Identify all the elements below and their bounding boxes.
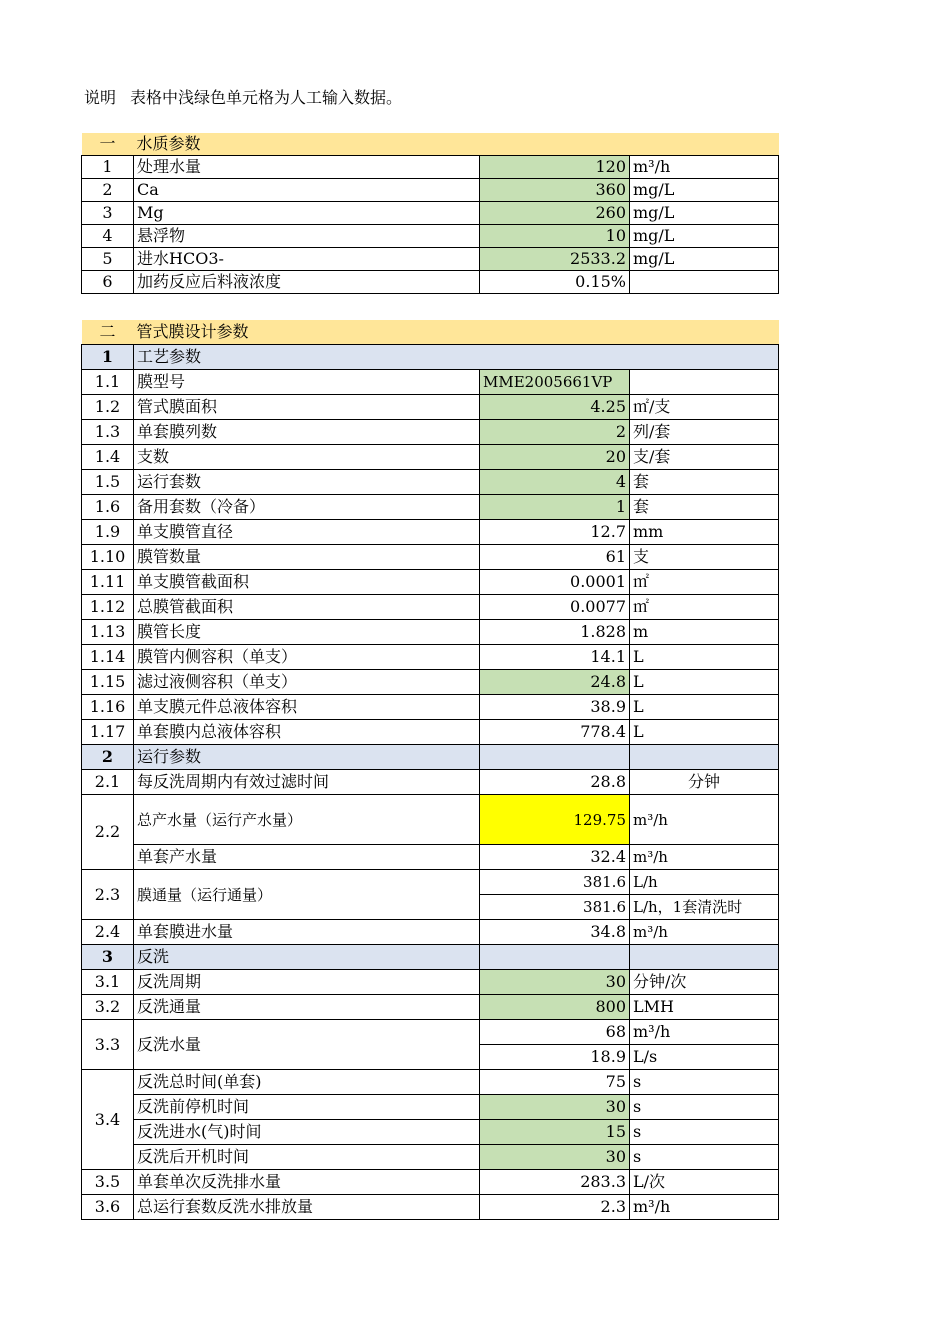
value-cell: 283.3 (480, 1170, 630, 1195)
table-row (82, 179, 779, 202)
param-name: 总膜管截面积 (134, 595, 480, 620)
row-number: 2 (82, 179, 134, 202)
section-title: 水质参数 (134, 133, 779, 156)
param-name: 单套产水量 (134, 845, 480, 870)
input-cell[interactable]: 30 (480, 1145, 630, 1170)
value-cell: 0.0077 (480, 595, 630, 620)
unit-cell: m³/h (630, 1020, 779, 1045)
note-label: 说明 (84, 88, 117, 107)
subsection-number: 3 (82, 945, 134, 970)
unit-cell (630, 271, 779, 294)
row-number: 1.4 (82, 445, 134, 470)
input-cell[interactable]: 120 (480, 156, 630, 179)
value-cell: 778.4 (480, 720, 630, 745)
table-row (82, 225, 779, 248)
param-name: 单套单次反洗排水量 (134, 1170, 480, 1195)
row-number: 1.16 (82, 695, 134, 720)
value-cell: 0.15% (480, 271, 630, 294)
unit-cell: mg/L (630, 202, 779, 225)
value-cell: 28.8 (480, 770, 630, 795)
table-row (82, 445, 779, 470)
unit-cell: s (630, 1070, 779, 1095)
unit-cell: m³/h (630, 920, 779, 945)
row-number: 1.2 (82, 395, 134, 420)
param-name: 滤过液侧容积（单支） (134, 670, 480, 695)
value-cell: 2.3 (480, 1195, 630, 1220)
value-cell: 381.6 (480, 870, 630, 895)
param-name: 单套膜内总液体容积 (134, 720, 480, 745)
empty-cell (630, 745, 779, 770)
param-name: 反洗总时间(单套) (134, 1070, 480, 1095)
unit-cell: 套 (630, 470, 779, 495)
instruction-note (84, 85, 416, 108)
param-name: 每反洗周期内有效过滤时间 (134, 770, 480, 795)
table-row (82, 156, 779, 179)
value-cell: 75 (480, 1070, 630, 1095)
table-row (82, 495, 779, 520)
row-number: 1.15 (82, 670, 134, 695)
table-row (82, 595, 779, 620)
table-row (82, 1020, 779, 1045)
input-cell[interactable]: 1 (480, 495, 630, 520)
table-row (82, 248, 779, 271)
param-name: Mg (134, 202, 480, 225)
unit-cell: m³/h (630, 156, 779, 179)
row-number: 1.9 (82, 520, 134, 545)
unit-cell: 列/套 (630, 420, 779, 445)
row-number: 3.4 (82, 1070, 134, 1170)
param-name: 悬浮物 (134, 225, 480, 248)
row-number: 1.11 (82, 570, 134, 595)
highlight-value-cell: 129.75 (480, 795, 630, 845)
section-number: 一 (82, 133, 134, 156)
value-cell: 34.8 (480, 920, 630, 945)
unit-cell: L/s (630, 1045, 779, 1070)
unit-cell: ㎡ (630, 595, 779, 620)
param-name: 膜型号 (134, 370, 480, 395)
note-text: 表格中浅绿色单元格为人工输入数据。 (130, 88, 403, 107)
table-row (82, 770, 779, 795)
table-row (82, 420, 779, 445)
unit-cell: m (630, 620, 779, 645)
unit-cell: 套 (630, 495, 779, 520)
value-cell: 32.4 (480, 845, 630, 870)
empty-cell (480, 745, 630, 770)
param-name: 单支膜管直径 (134, 520, 480, 545)
value-cell: 18.9 (480, 1045, 630, 1070)
param-name: 反洗周期 (134, 970, 480, 995)
unit-cell: m³/h (630, 845, 779, 870)
param-name: 运行套数 (134, 470, 480, 495)
input-cell[interactable]: MME2005661VP (480, 370, 630, 395)
row-number: 1.14 (82, 645, 134, 670)
table-row (82, 395, 779, 420)
row-number: 5 (82, 248, 134, 271)
subsection-row (82, 345, 779, 370)
input-cell[interactable]: 4.25 (480, 395, 630, 420)
table-row (82, 695, 779, 720)
unit-cell: L (630, 645, 779, 670)
input-cell[interactable]: 20 (480, 445, 630, 470)
table-row (82, 1095, 779, 1120)
unit-cell: mg/L (630, 248, 779, 271)
table-row (82, 570, 779, 595)
row-number: 3 (82, 202, 134, 225)
param-name: 单套膜列数 (134, 420, 480, 445)
table-row (82, 670, 779, 695)
row-number: 3.6 (82, 1195, 134, 1220)
row-number: 3.5 (82, 1170, 134, 1195)
param-name: Ca (134, 179, 480, 202)
param-name: 膜通量（运行通量） (134, 870, 480, 920)
unit-cell: LMH (630, 995, 779, 1020)
row-number: 1.6 (82, 495, 134, 520)
param-name: 总产水量（运行产水量） (134, 795, 480, 845)
unit-cell: 支 (630, 545, 779, 570)
table-row (82, 795, 779, 845)
row-number: 1.5 (82, 470, 134, 495)
input-cell[interactable]: 4 (480, 470, 630, 495)
unit-cell: L (630, 670, 779, 695)
param-name: 管式膜面积 (134, 395, 480, 420)
input-cell[interactable]: 360 (480, 179, 630, 202)
row-number: 3.2 (82, 995, 134, 1020)
table-row (82, 370, 779, 395)
param-name: 反洗前停机时间 (134, 1095, 480, 1120)
param-name: 反洗后开机时间 (134, 1145, 480, 1170)
input-cell[interactable]: 260 (480, 202, 630, 225)
value-cell: 14.1 (480, 645, 630, 670)
table-row (82, 1195, 779, 1220)
value-cell: 12.7 (480, 520, 630, 545)
param-name: 反洗进水(气)时间 (134, 1120, 480, 1145)
row-number: 6 (82, 271, 134, 294)
table-row (82, 1120, 779, 1145)
row-number: 2.3 (82, 870, 134, 920)
input-cell[interactable]: 15 (480, 1120, 630, 1145)
unit-cell: m³/h (630, 795, 779, 845)
value-cell: 381.6 (480, 895, 630, 920)
unit-cell: s (630, 1095, 779, 1120)
param-name: 支数 (134, 445, 480, 470)
section-number: 二 (82, 320, 134, 345)
table-row (82, 970, 779, 995)
table-row (82, 1170, 779, 1195)
param-name: 备用套数（冷备） (134, 495, 480, 520)
membrane-design-table (81, 320, 779, 1220)
table-row (82, 720, 779, 745)
unit-cell (630, 370, 779, 395)
param-name: 单支膜管截面积 (134, 570, 480, 595)
row-number: 2.1 (82, 770, 134, 795)
unit-cell: 分钟/次 (630, 970, 779, 995)
table-row (82, 995, 779, 1020)
unit-cell: mg/L (630, 179, 779, 202)
row-number: 4 (82, 225, 134, 248)
section-title: 管式膜设计参数 (134, 320, 779, 345)
row-number: 1.1 (82, 370, 134, 395)
row-number: 1.13 (82, 620, 134, 645)
table-row (82, 202, 779, 225)
param-name: 膜管长度 (134, 620, 480, 645)
param-name: 膜管数量 (134, 545, 480, 570)
table-row (82, 1070, 779, 1095)
table-row (82, 870, 779, 895)
table-row (82, 271, 779, 294)
unit-cell: L (630, 695, 779, 720)
row-number: 1.12 (82, 595, 134, 620)
empty-cell (630, 945, 779, 970)
param-name: 加药反应后料液浓度 (134, 271, 480, 294)
unit-cell: L/h，1套清洗时 (630, 895, 779, 920)
unit-cell: m³/h (630, 1195, 779, 1220)
table-row (82, 845, 779, 870)
table-row (82, 545, 779, 570)
unit-cell: L/次 (630, 1170, 779, 1195)
input-cell[interactable]: 30 (480, 970, 630, 995)
unit-cell: L (630, 720, 779, 745)
section-header-row (82, 133, 779, 156)
subsection-title: 运行参数 (134, 745, 480, 770)
param-name: 反洗通量 (134, 995, 480, 1020)
table-row (82, 470, 779, 495)
unit-cell: mm (630, 520, 779, 545)
param-name: 进水HCO3- (134, 248, 480, 271)
param-name: 膜管内侧容积（单支） (134, 645, 480, 670)
input-cell[interactable]: 800 (480, 995, 630, 1020)
unit-cell: mg/L (630, 225, 779, 248)
input-cell[interactable]: 2533.2 (480, 248, 630, 271)
table-row (82, 920, 779, 945)
param-name: 单支膜元件总液体容积 (134, 695, 480, 720)
unit-cell: ㎡/支 (630, 395, 779, 420)
subsection-title: 反洗 (134, 945, 480, 970)
table-row (82, 520, 779, 545)
water-quality-table (81, 133, 779, 294)
value-cell: 1.828 (480, 620, 630, 645)
row-number: 3.1 (82, 970, 134, 995)
unit-cell: 支/套 (630, 445, 779, 470)
subsection-number: 1 (82, 345, 134, 370)
input-cell[interactable]: 30 (480, 1095, 630, 1120)
unit-cell: s (630, 1145, 779, 1170)
value-cell: 38.9 (480, 695, 630, 720)
param-name: 总运行套数反洗水排放量 (134, 1195, 480, 1220)
subsection-title: 工艺参数 (134, 345, 779, 370)
row-number: 2.2 (82, 795, 134, 870)
subsection-number: 2 (82, 745, 134, 770)
section-header-row (82, 320, 779, 345)
table-row (82, 1145, 779, 1170)
empty-cell (480, 945, 630, 970)
input-cell[interactable]: 24.8 (480, 670, 630, 695)
table-row (82, 620, 779, 645)
value-cell: 61 (480, 545, 630, 570)
table-row (82, 645, 779, 670)
param-name: 处理水量 (134, 156, 480, 179)
row-number: 1.10 (82, 545, 134, 570)
unit-cell: L/h (630, 870, 779, 895)
value-cell: 68 (480, 1020, 630, 1045)
row-number: 1.3 (82, 420, 134, 445)
row-number: 1 (82, 156, 134, 179)
unit-cell: s (630, 1120, 779, 1145)
row-number: 1.17 (82, 720, 134, 745)
unit-cell: 分钟 (630, 770, 779, 795)
unit-cell: ㎡ (630, 570, 779, 595)
input-cell[interactable]: 10 (480, 225, 630, 248)
row-number: 2.4 (82, 920, 134, 945)
value-cell: 0.0001 (480, 570, 630, 595)
input-cell[interactable]: 2 (480, 420, 630, 445)
param-name: 反洗水量 (134, 1020, 480, 1070)
subsection-row (82, 945, 779, 970)
row-number: 3.3 (82, 1020, 134, 1070)
subsection-row (82, 745, 779, 770)
param-name: 单套膜进水量 (134, 920, 480, 945)
